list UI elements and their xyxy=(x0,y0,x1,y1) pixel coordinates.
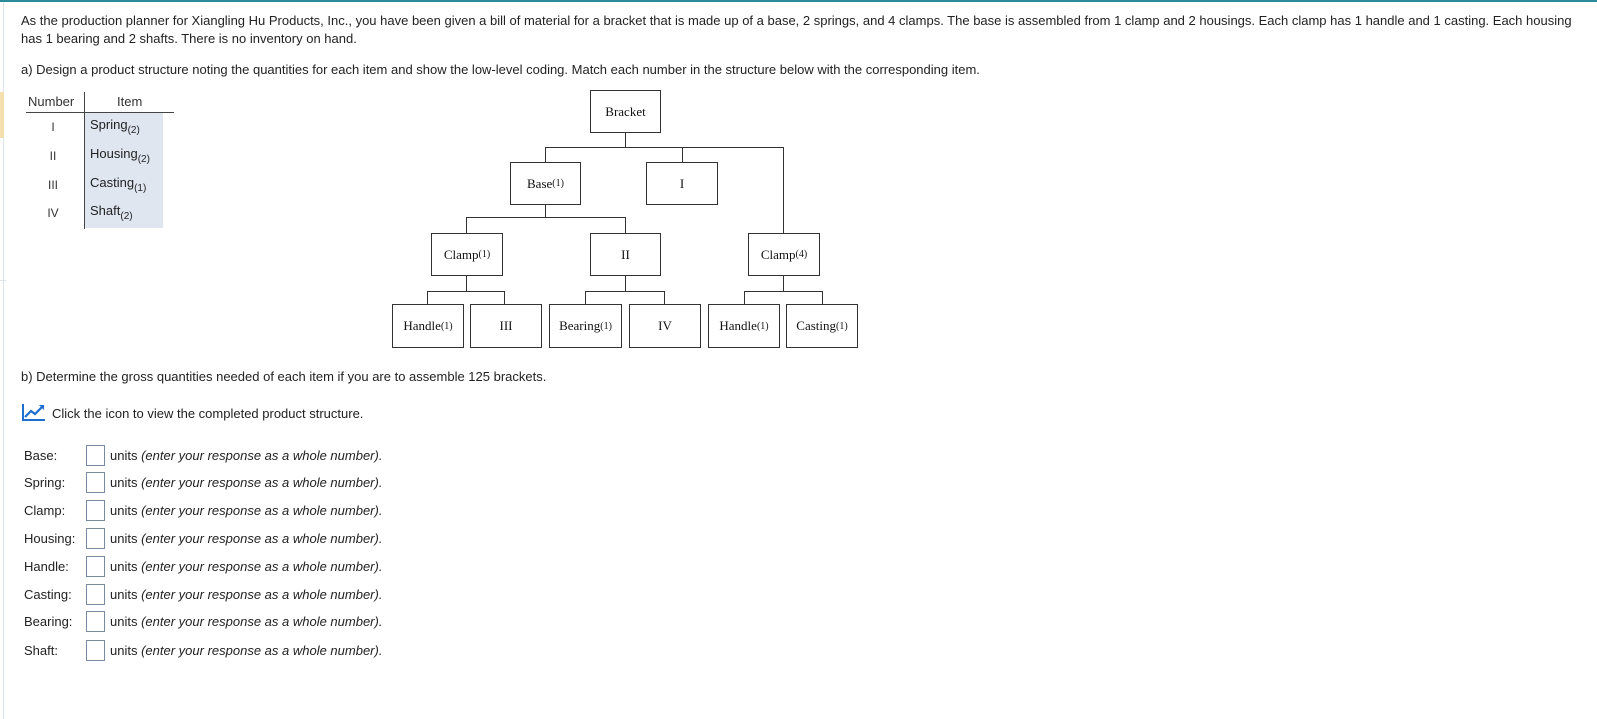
legend-number-header: Number xyxy=(28,94,75,109)
node-base: Base (1) xyxy=(510,162,581,205)
shaft-quantity-input[interactable] xyxy=(86,640,105,661)
legend-item: Housing$_{(2)}$ xyxy=(90,146,150,165)
tree-connector xyxy=(664,291,665,304)
chart-line-icon[interactable] xyxy=(22,403,46,424)
view-structure-text[interactable]: Click the icon to view the completed product structure. xyxy=(52,406,364,421)
answer-units: units (enter your response as a whole number). xyxy=(110,614,383,629)
tree-connector xyxy=(466,276,467,291)
handle-quantity-input[interactable] xyxy=(86,556,105,577)
tree-connector xyxy=(504,291,505,304)
bearing-quantity-input[interactable] xyxy=(86,611,105,632)
node-clamp-base: Clamp (1) xyxy=(431,233,503,276)
answer-label: Base: xyxy=(24,448,58,463)
tree-connector xyxy=(585,291,586,304)
node-bracket: Bracket xyxy=(590,90,661,133)
answer-units: units (enter your response as a whole number). xyxy=(110,643,383,658)
node-handle: Handle (1) xyxy=(708,304,780,348)
tree-connector xyxy=(625,133,626,147)
node-level1-I: I xyxy=(646,162,718,205)
tree-connector xyxy=(744,291,745,304)
node-handle: Handle (1) xyxy=(392,304,464,348)
legend-number: IV xyxy=(47,206,59,220)
answer-label: Casting: xyxy=(24,587,72,602)
answer-label: Shaft: xyxy=(24,643,58,658)
part-b-instructions: b) Determine the gross quantities needed of each item if you are to assemble 125 brackets. xyxy=(21,369,547,384)
node-level2-II: II xyxy=(590,233,661,276)
answer-label: Bearing: xyxy=(24,614,73,629)
answer-units: units (enter your response as a whole number). xyxy=(110,475,383,490)
problem-intro: As the production planner for Xiangling Hu Products, Inc., you have been given a bill of material for a bracket that is made up of a base, 2 springs, and 4 clamps. The base is assembled from 1 clamp and 2 housings. Each clamp has 1 handle and 1 casting. Each housing has 1 bearing and 2 shafts. There is no inventory on hand. xyxy=(21,13,1572,46)
answer-units: units (enter your response as a whole number). xyxy=(110,448,383,463)
legend-number: II xyxy=(49,149,57,163)
legend-item: Casting$_{(1)}$ xyxy=(90,175,147,194)
tree-connector xyxy=(545,147,784,148)
tree-connector xyxy=(466,217,626,218)
node-casting: Casting (1) xyxy=(786,304,858,348)
answer-units: units (enter your response as a whole number). xyxy=(110,531,383,546)
legend-item: Shaft$_{(2)}$ xyxy=(90,203,133,222)
answer-units: units (enter your response as a whole number). xyxy=(110,503,383,518)
legend-number: I xyxy=(51,120,55,134)
tree-connector xyxy=(783,147,784,235)
legend-number: III xyxy=(47,178,58,192)
legend-item: Spring$_{(2)}$ xyxy=(90,117,140,136)
tree-connector xyxy=(682,147,683,162)
housing-quantity-input[interactable] xyxy=(86,528,105,549)
answer-label: Clamp: xyxy=(24,503,66,518)
answer-units: units (enter your response as a whole number). xyxy=(110,559,383,574)
tree-connector xyxy=(744,291,823,292)
tree-connector xyxy=(625,276,626,291)
node-clamp-top: Clamp (4) xyxy=(748,233,820,276)
casting-quantity-input[interactable] xyxy=(86,584,105,605)
node-level3-IV: IV xyxy=(629,304,701,348)
view-structure-link[interactable] xyxy=(22,403,363,424)
tree-connector xyxy=(545,147,546,162)
answer-units: units (enter your response as a whole number). xyxy=(110,587,383,602)
tree-connector xyxy=(427,291,505,292)
tree-connector xyxy=(466,217,467,233)
part-a-instructions: a) Design a product structure noting the quantities for each item and show the low-level coding. Match each number in the structure below with the corresponding item. xyxy=(21,62,980,77)
tree-connector xyxy=(427,291,428,304)
base-quantity-input[interactable] xyxy=(86,445,105,466)
legend-item-header: Item xyxy=(117,94,143,109)
node-bearing: Bearing (1) xyxy=(549,304,622,348)
answer-label: Housing: xyxy=(24,531,76,546)
tree-connector xyxy=(585,291,665,292)
tree-connector xyxy=(822,291,823,304)
tree-connector xyxy=(783,276,784,291)
clamp-quantity-input[interactable] xyxy=(86,500,105,521)
answer-label: Handle: xyxy=(24,559,69,574)
node-level3-III: III xyxy=(470,304,542,348)
spring-quantity-input[interactable] xyxy=(86,472,105,493)
tree-connector xyxy=(625,217,626,233)
tree-connector xyxy=(545,205,546,217)
answer-label: Spring: xyxy=(24,475,66,490)
